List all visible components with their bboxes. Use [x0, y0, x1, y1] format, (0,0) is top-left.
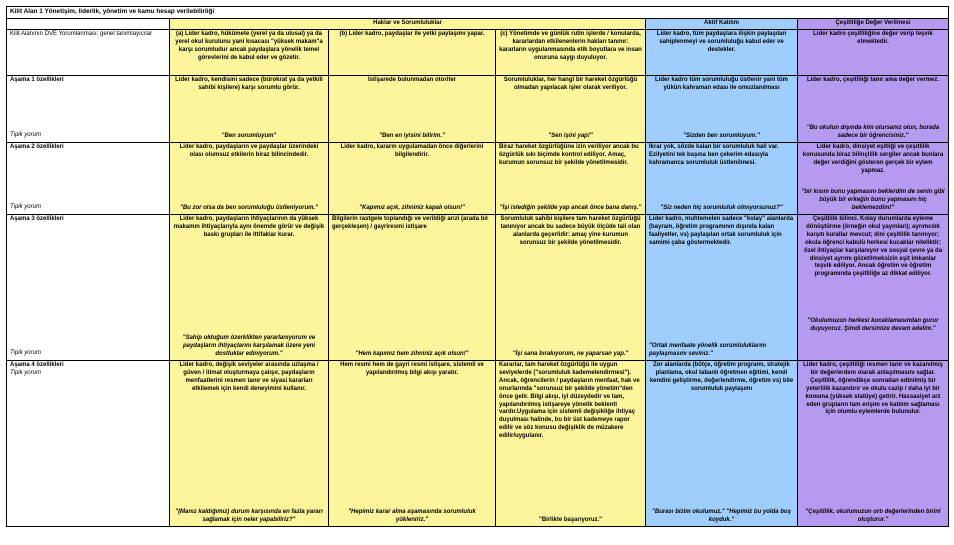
stage-cell-a: Lider kadro, paydaşların ve paydaşlar üzerindeki olası olumsuz etkilerin biraz bilincindedir. "Bu zor olsa da ben sorumluluğu üstleniyorum." — [170, 143, 329, 215]
descriptor-label: Kilit Alanının DVE Yorumlanması: genel tanımlayıcılar — [7, 30, 170, 76]
descriptor-c: (c) Yönetimde ve günlük rutin işlerde / konularda, kararlardan etkilenenlerin hakları tanınır: kararların uygulanmasında etik boyutlara ve insan onuruna saygı duyuluyor. — [496, 30, 646, 76]
stage-cell-cesitlilik: Lider kadro, dinsiyet eşitliği ve çeşitlilik konusunda biraz bilinçlilik sergiler ancak bunlara değer verdiğini gösteren gerçek bir eylem yapmaz. "bir kısım bunu yapmasını beklerdim de senin gibi büyük bir erkeğin bunu yapmasını hiç beklemezdim!" — [798, 143, 949, 215]
stage-cell-aktif: Zor alanlarda (bütçe, öğretim programı, stratejik planlama, okul tabanlı öğretmen eğitimi, kendi kendini geliştirme, değerlendirme, öğretim vs) bile sorumluluk paylaşımı "Burası bizim okulumuz." "Hepimiz bu yolda boş koyduk." — [646, 361, 798, 527]
stage-cell-cesitlilik: Çeşitlilik bilinci. Kolay durumlarda eyleme dönüştürme (örneğin okul yayınları); ayrımcılık karşıtı kurallar mevcut; dini çeşitlilik tanınıyor; okula öğrenci kabulü herkesi kucaklar niteliktir; özel ihtiyaçlar karşılanıyor ve sosyal çevre ya da dinsiyet ayrımı gözetilmeksizin eşit imkanlar teşvik ediliyor. Ancak öğretim ve öğretim programında çeşitliliğe az dikkat ediliyor. "Okulumuzun herkesi kucaklamasından gurur duyuyoruz. Şimdi dersimize devam edelim." — [798, 215, 949, 361]
stage-cell-b: İstişarede bulunmadan otoriter "Ben en iyisini bilirim." — [329, 76, 496, 143]
stage-cell-aktif: İkrar yok, sözde kalan bir sorumluluk hali var. Ezilyetini tek başına ben çekerim edasıyla kahramanca sorumluluk üstlenilmesi. "Siz neden hiç sorumluluk olmıyorsunuz?" — [646, 143, 798, 215]
stage-label: Aşama 3 özellikleri Tipik yorum — [7, 215, 170, 361]
stage-cell-c: Sorumluluk sahibi kişilere tam hareket özgürlüğü tanınıyor ancak bu sadece büyük ölçüde tali olan alanlarda geçerlidir: amaç yine kurumun sorunsuz bir şekilde yönetilmesidir. "İşi sana bırakıyorum, ne yaparsan yap." — [496, 215, 646, 361]
tipik-label: Tipik yorum — [10, 369, 41, 376]
stage-row — [7, 215, 949, 361]
stage-cell-a: Lider kadro, paydaşların ihtiyaçlarının da yüksek makamın ihtiyaçlarıyla aynı önemde görür ve değişik baskı grupları ile ittifaklar kurar. "Sahip olduğum özerklikten yararlanıyorum ve paydaşların ihtiyaçlarını karşılamak üzere yeni dostluklar ediniyorum." — [170, 215, 329, 361]
descriptor-b: (b) Lider kadro, paydaşlar ile yetki paylaşımı yapar. — [329, 30, 496, 76]
stage-label: Aşama 4 özellikleri Tipik yorum — [7, 361, 170, 527]
descriptor-cesitlilik: Lider kadro çeşitliliğine değer verip teşvik etmektedir. — [798, 30, 949, 76]
stage-cell-b: Lider kadro, kararın uygulamadan önce diğerlerini bilgilendirir. "Kapımız açık, zihniniz kapalı olsun!" — [329, 143, 496, 215]
page-title: Kilit Alan 1 Yönetişim, liderlik, yönetim ve kamu hesap verilebilirliği — [7, 7, 949, 19]
header-haklar: Haklar ve Sorumluluklar — [170, 19, 646, 30]
stage-cell-c: Biraz hareket özgürlüğüne izin veriliyor ancak bu özgürlük sıkı biçimde kontrol ediliyor. Amaç, kurumun sorunsuz bir şekilde yönetilmesidir. "İşi istediğin şekilde yap ancak önce bana danış." — [496, 143, 646, 215]
stage-row — [7, 361, 949, 527]
stage-cell-cesitlilik: Lider kadro, çeşitliliği tanır ama değer vermez. "Bu okulun dışında kim olursanız olun, burada sadece bir öğrencisiniz." — [798, 76, 949, 143]
stage-cell-b: Bilgilerin rastgele toplandığı ve verildiği arızi (arada bir gerçekleşen) / gayriresmi istişare "Hem kapımız hem zihniniz açık olsun!" — [329, 215, 496, 361]
stage-label: Aşama 1 özellikleri Tipik yorum — [7, 76, 170, 143]
stage-cell-a: Lider kadro, değişik seviyeler arasında uzlaşma / güven / itimat oluşturmaya çalışır, paydaşların menfaatlerini resmen tanır ve siyasi kararları etkilemek için kendi deneyimini kullanır. "(Manız kaldığımız) durum karşısında en fazla yararı sağlamak için neler yapabiliriz?" — [170, 361, 329, 527]
stage-cell-aktif: Lider kadro tüm sorumluluğu üstlenir yani tüm yükün kahraman edası ile omuzlanılması "Sizden ben sorumluyum." — [646, 76, 798, 143]
stage-row — [7, 143, 949, 215]
descriptor-aktif: Lider kadro, tüm paydaşlara ilişkin paylaşılan sahiplenmeyi ve sorumluluğu kabul eder ve destekler. — [646, 30, 798, 76]
stage-cell-c: Kararlar, tam hareket özgürlüğü ile uygun seviyelerde ("sorumluluk kademelendirmesi"). Ancak, öğrencilerin / paydaşların menfaat, hak ve onurlarında "sorunsuz bir şekilde yönetim"den önce gelir. Bilgi akışı, iyi düzeydedir ve tam, yapılandırılmış istişareye yönelik beklenti vardır.Uygulama için sistemli değişikliğe ihtiyaç duyulması halinde, bu bir üst kademeye rapor edilir ve söz konusu değişiklik de müzakere edilir/uygulanır. "Birlikte başarıyoruz." — [496, 361, 646, 527]
stage-cell-a: Lider kadro, kendisini sadece (bürokrat ya da yetkili sahibi kişilere) karşı sorumlu görür. "Ben sorumluyum" — [170, 76, 329, 143]
tipik-label: Tipik yorum — [10, 132, 41, 139]
header-cesitlilik: Çeşitliliğe Değer Verilmesi — [798, 19, 949, 30]
stage-row — [7, 76, 949, 143]
stage-label: Aşama 2 özellikleri Tipik yorum — [7, 143, 170, 215]
tipik-label: Tipik yorum — [10, 350, 41, 357]
header-aktif: Aktif Katılım — [646, 19, 798, 30]
descriptor-row — [7, 30, 949, 76]
stage-cell-aktif: Lider kadro, muhtemelen sadece "kolay" alanlarda (bayram, öğretim programının dışında kalan faaliyetler, vs) paylaşılan ortak sorumluluk için samimi çaba göstermektedir. "Ortak menfaate yönelik sorumluluklarını paylaşmasını seviniz." — [646, 215, 798, 361]
header-blank — [7, 19, 170, 30]
tipik-label: Tipik yorum — [10, 204, 41, 211]
stage-cell-c: Sorumluluklar, her hangi bir hareket özgürlüğü olmadan yapılacak işler olarak veriliyor. "Sen işini yap!" — [496, 76, 646, 143]
framework-table — [6, 6, 949, 527]
stage-cell-cesitlilik: Lider kadro, çeşitliliği resmen tanır ve kazanılmış bir değer/erdem olarak anlaşılmasını sağlar. Çeşitlilik, öğrendikçe sonradan edinilmiş bir yeterlilik kazandırır ve okulu cazip / daha iyi bir konuma (yüksek statüye) getirir. Hassasiyet arz eden grupların tam erişim ve katılım sağlaması için olumlu eylemlerde bulunulur. "Çeşitlilik, okulumuzun ortı değerlerinden birini oluşturur." — [798, 361, 949, 527]
stage-cell-b: Hem resmi hem de gayri resmi istişare, sistemli ve yapılandırılmış bilgi akışı yaratır. "Hepimiz karar alma aşamasında sorumluluk yükleniriz." — [329, 361, 496, 527]
descriptor-a: (a) Lider kadro, hükümete (yerel ya da ulusal) ya da yerel okul kurulunu yani kısacası "yüksek makam"a karşı sorumludur ancak paydaşlara yönelik temel görevlerini de kabul eder ve gözetir. — [170, 30, 329, 76]
